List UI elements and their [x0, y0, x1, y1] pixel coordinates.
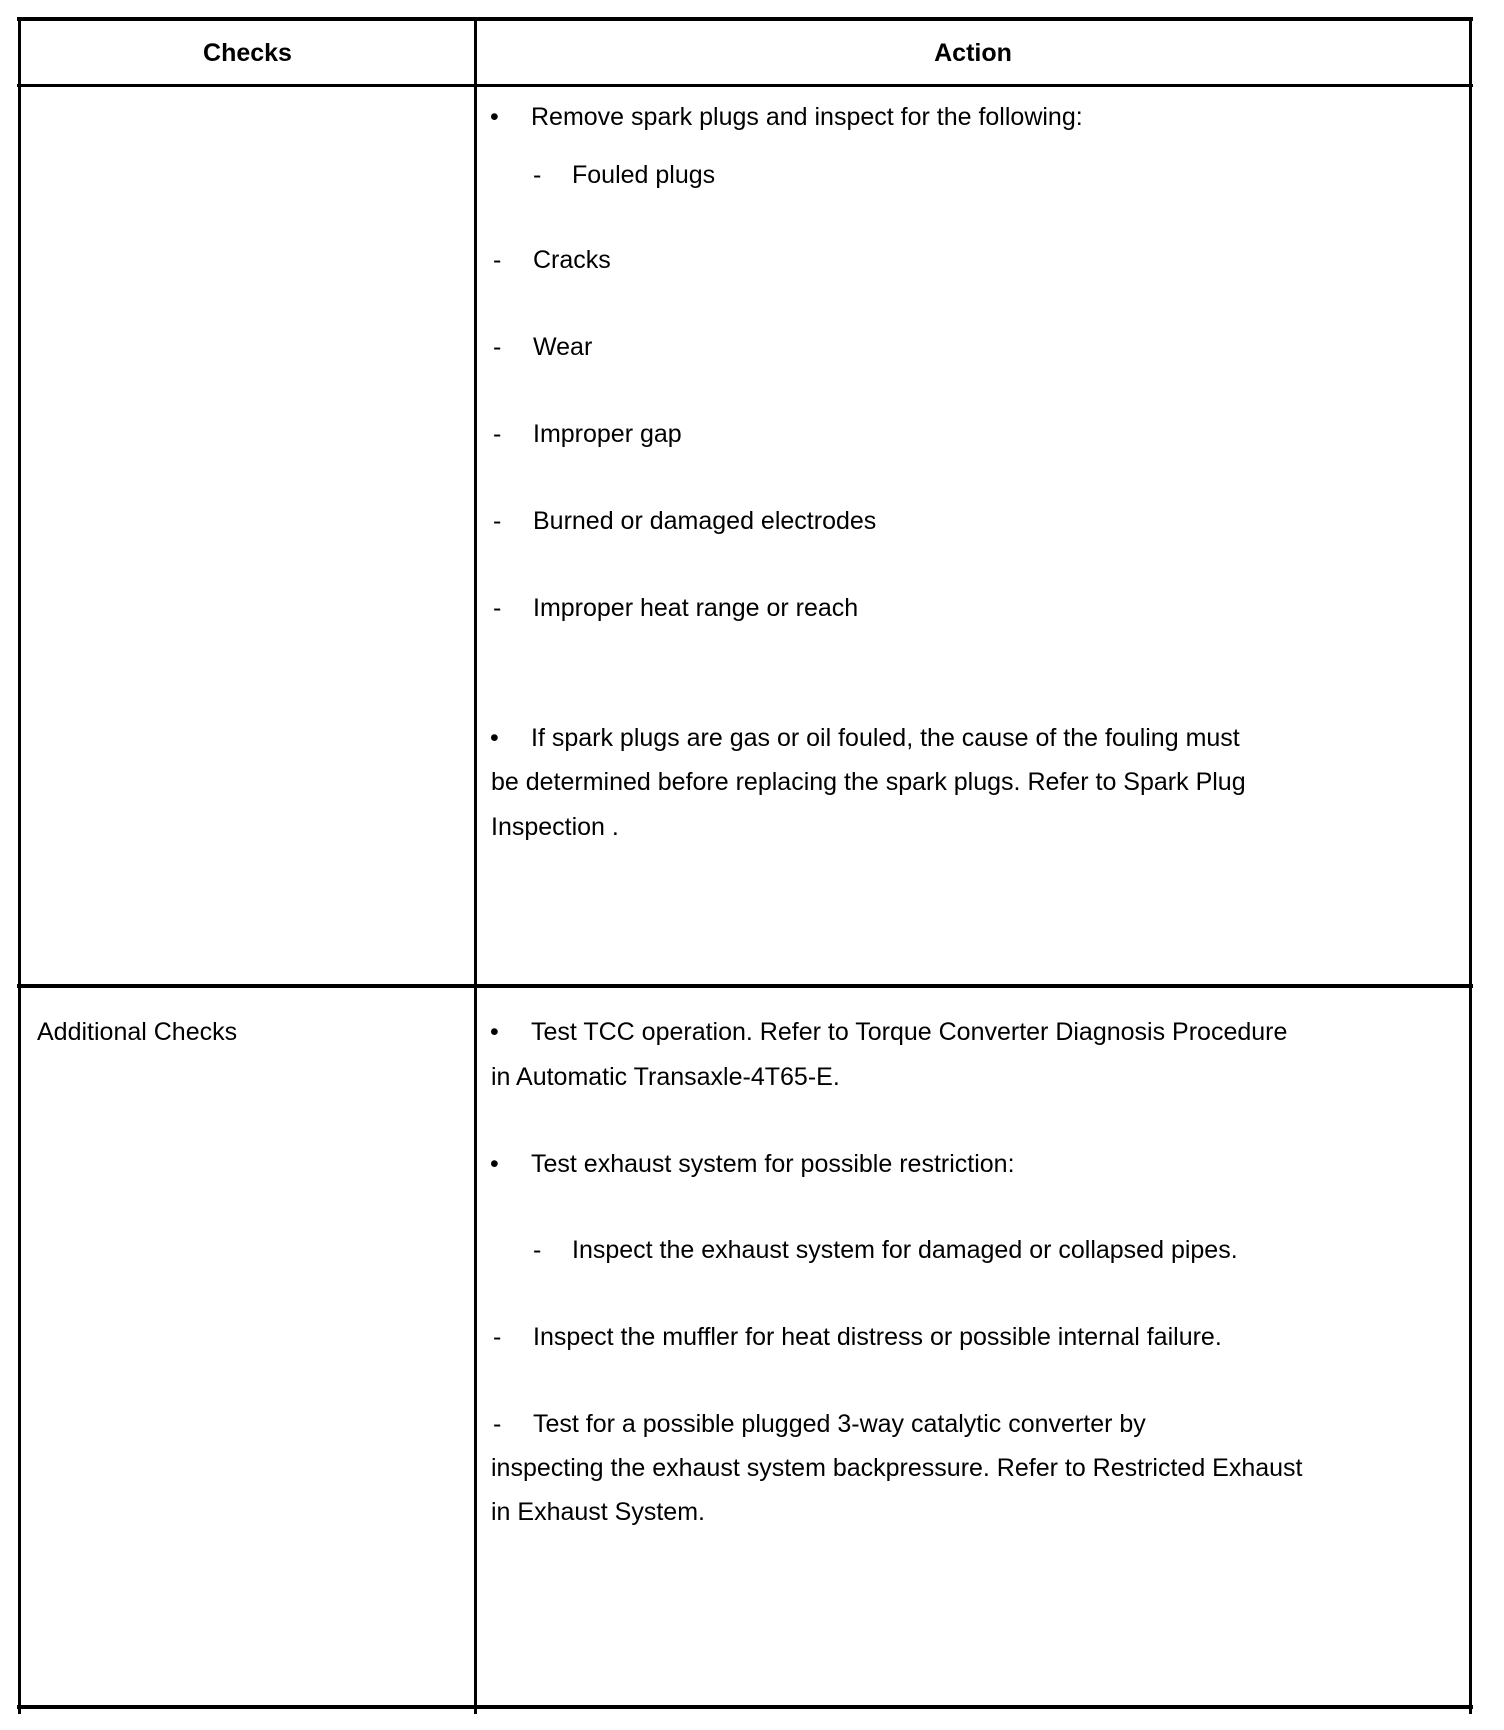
column-divider — [474, 17, 477, 1714]
action-text: Remove spark plugs and inspect for the following: — [531, 103, 1083, 131]
dash-icon: - — [533, 1236, 542, 1264]
dash-icon: - — [493, 420, 502, 448]
sub-item-text: Burned or damaged electrodes — [533, 507, 877, 535]
action-text: If spark plugs are gas or oil fouled, the cause of the fouling must — [531, 724, 1240, 752]
bullet-icon: • — [490, 1150, 499, 1178]
table-right-border — [1469, 17, 1472, 1714]
action-text: Test TCC operation. Refer to Torque Converter Diagnosis Procedure — [531, 1018, 1288, 1046]
sub-item-text: Test for a possible plugged 3-way catalytic converter by — [533, 1410, 1146, 1438]
bullet-icon: • — [490, 1018, 499, 1046]
bullet-icon: • — [490, 103, 499, 131]
action-text: be determined before replacing the spark plugs. Refer to Spark Plug — [491, 768, 1246, 796]
check-label: Additional Checks — [37, 1018, 238, 1046]
sub-item-text: Inspect the exhaust system for damaged or collapsed pipes. — [572, 1236, 1238, 1264]
dash-icon: - — [533, 161, 542, 189]
dash-icon: - — [493, 1323, 502, 1351]
sub-item-text: Wear — [533, 333, 593, 361]
table-bottom-border — [17, 1705, 1473, 1709]
action-text: in Automatic Transaxle-4T65-E. — [491, 1063, 840, 1091]
action-text: Test exhaust system for possible restriction: — [531, 1150, 1015, 1178]
bullet-icon: • — [490, 724, 499, 752]
dash-icon: - — [493, 246, 502, 274]
sub-item-text: Improper gap — [533, 420, 682, 448]
sub-item-text: Inspect the muffler for heat distress or possible internal failure. — [533, 1323, 1222, 1351]
table-left-border — [18, 17, 21, 1714]
header-checks: Checks — [203, 39, 292, 67]
row-divider — [17, 984, 1473, 988]
dash-icon: - — [493, 507, 502, 535]
sub-item-text: Improper heat range or reach — [533, 594, 859, 622]
header-action: Action — [934, 39, 1012, 67]
sub-item-text: in Exhaust System. — [491, 1498, 705, 1526]
sub-item-text: Cracks — [533, 246, 611, 274]
action-text: Inspection . — [491, 813, 619, 841]
sub-item-text: inspecting the exhaust system backpressure. Refer to Restricted Exhaust — [491, 1454, 1303, 1482]
sub-item-text: Fouled plugs — [572, 161, 716, 189]
header-bottom-border — [17, 84, 1473, 87]
dash-icon: - — [493, 594, 502, 622]
dash-icon: - — [493, 333, 502, 361]
dash-icon: - — [493, 1410, 502, 1438]
table-top-border — [17, 17, 1473, 21]
